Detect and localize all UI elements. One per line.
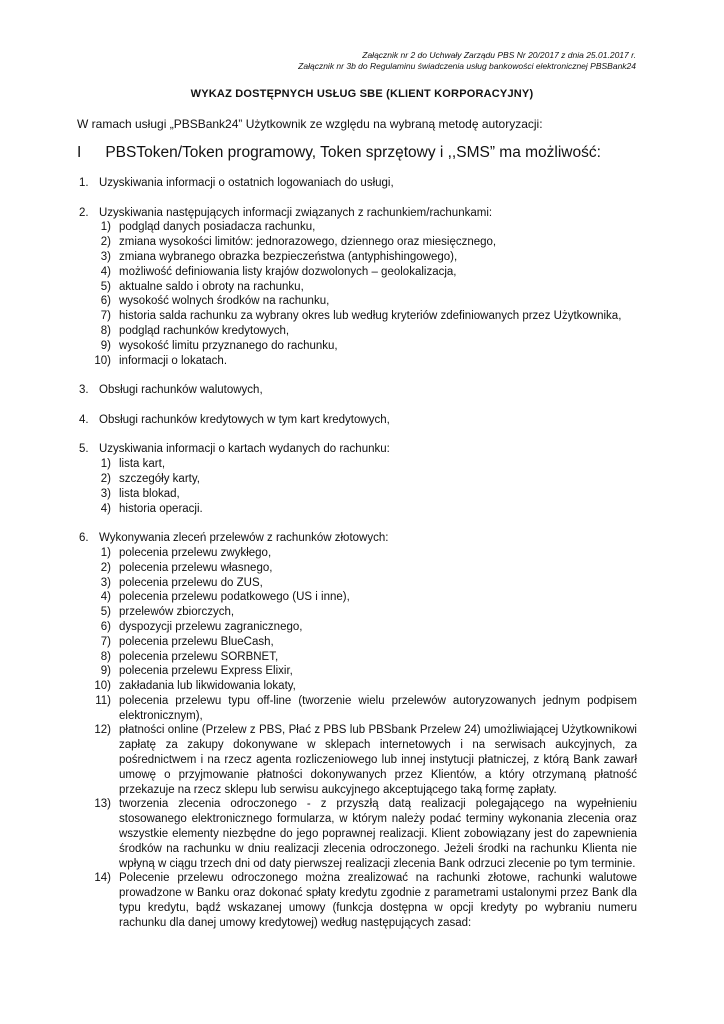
intro-paragraph: W ramach usługi „PBSBank24” Użytkownik ze względu na wybraną metodę autoryzacji:: [77, 117, 543, 131]
sub-list-item-text: podgląd danych posiadacza rachunku,: [119, 221, 316, 234]
sub-list-item: [77, 723, 637, 797]
sub-list-item: [77, 664, 637, 679]
sub-list-item-text: lista blokad,: [119, 487, 180, 500]
sub-list-item-number: 3): [100, 487, 111, 500]
sub-list-item-number: 8): [100, 324, 111, 337]
sub-list-item-number: 4): [100, 265, 111, 278]
sub-list-item: [77, 220, 637, 235]
sub-list-item-text: polecenia przelewu do ZUS,: [119, 576, 263, 589]
sub-list-item-text: polecenia przelewu podatkowego (US i inne),: [119, 591, 350, 604]
sub-list-item: [77, 472, 637, 487]
sub-list-item-text: szczegóły karty,: [119, 472, 200, 485]
annex-reference-line-2: Załącznik nr 3b do Regulaminu świadczenia usług bankowości elektronicznej PBSBank24: [298, 61, 636, 71]
sub-list-item-text: historia operacji.: [119, 502, 203, 515]
sub-list-item: [77, 679, 637, 694]
sub-list-item-text: polecenia przelewu BlueCash,: [119, 635, 274, 648]
sub-list-item-text: polecenia przelewu zwykłego,: [119, 546, 272, 559]
sub-list-item-text: polecenia przelewu własnego,: [119, 561, 273, 574]
sub-list-item: [77, 487, 637, 502]
sub-list-item-number: 11): [95, 694, 111, 707]
section-heading-text: PBSToken/Token programowy, Token sprzętowy i ,,SMS” ma możliwość:: [105, 144, 601, 161]
list-item-text: Wykonywania zleceń przelewów z rachunków złotowych:: [99, 532, 389, 545]
list-item-number: 4.: [79, 413, 89, 426]
list-item: [77, 206, 637, 369]
sub-list-item-text: dyspozycji przelewu zagranicznego,: [119, 620, 303, 633]
sub-list-item: [77, 354, 637, 369]
sub-list-item: [77, 265, 637, 280]
list-item: [77, 531, 637, 931]
sub-list-item-number: 4): [100, 502, 111, 515]
sub-list-item: [77, 280, 637, 295]
list-item: [77, 413, 637, 428]
section-roman-numeral: I: [77, 144, 82, 161]
sub-list-item-text: zmiana wybranego obrazka bezpieczeństwa (antyphishingowego),: [119, 250, 458, 263]
list-item-number: 5.: [79, 443, 89, 456]
sub-list-item-text: wysokość limitu przyznanego do rachunku,: [119, 339, 338, 352]
sub-list-item-number: 8): [100, 650, 111, 663]
sub-list-item-number: 12): [94, 724, 111, 737]
sub-list-item-number: 10): [94, 354, 111, 367]
list-spacer: [77, 516, 637, 531]
sub-list-item: [77, 324, 637, 339]
list-spacer: [77, 191, 637, 206]
sub-list-item: [77, 561, 637, 576]
sub-list-item-text: zmiana wysokości limitów: jednorazowego, dziennego oraz miesięcznego,: [119, 236, 497, 249]
sub-list-item-text: polecenia przelewu Express Elixir,: [119, 665, 293, 678]
sub-list-item: [77, 546, 637, 561]
sub-list-item-text: polecenia przelewu SORBNET,: [119, 650, 279, 663]
sub-list-item: [77, 502, 637, 517]
sub-list-item-number: 1): [100, 221, 111, 234]
list-item: [77, 383, 637, 398]
sub-list-item: [77, 590, 637, 605]
sub-list-item-number: 10): [94, 680, 111, 693]
list-spacer: [77, 428, 637, 443]
sub-list-item: [77, 309, 637, 324]
sub-list-item: [77, 650, 637, 665]
sub-list-item-number: 5): [100, 280, 111, 293]
sub-list-item: [77, 694, 637, 724]
sub-list-item-number: 6): [100, 295, 111, 308]
sub-list-item-text: przelewów zbiorczych,: [119, 606, 235, 619]
sub-list-item-text: lista kart,: [119, 458, 166, 471]
sub-list-item: [77, 457, 637, 472]
sub-list-item-number: 2): [100, 561, 111, 574]
sub-list-item-number: 1): [100, 458, 111, 471]
sub-list-item-text: możliwość definiowania listy krajów dozwolonych – geolokalizacja,: [119, 265, 457, 278]
sub-list-item-number: 9): [100, 665, 111, 678]
sub-list-item: [77, 871, 637, 930]
sub-list-item-number: 14): [94, 872, 111, 885]
sub-list-item-text: historia salda rachunku za wybrany okres lub według kryteriów zdefiniowanych przez Użytkownika,: [119, 310, 622, 323]
document-title: WYKAZ DOSTĘPNYCH USŁUG SBE (KLIENT KORPORACYJNY): [190, 88, 534, 100]
list-item: [77, 442, 637, 516]
sub-list-item-number: 13): [94, 798, 111, 811]
sub-list-item: [77, 235, 637, 250]
sub-list-item: [77, 294, 637, 309]
list-item-number: 6.: [79, 532, 89, 545]
sub-list-item-number: 4): [100, 591, 111, 604]
annex-reference-line-1: Załącznik nr 2 do Uchwały Zarządu PBS Nr 20/2017 z dnia 25.01.2017 r.: [362, 50, 636, 60]
sub-list-item-text: polecenia przelewu typu off-line (tworzenie wielu przelewów autoryzowanych jednym podpisem elektronicznym),: [119, 694, 637, 722]
sub-list-item: [77, 620, 637, 635]
sub-list-item-number: 2): [100, 472, 111, 485]
list-item-text: Uzyskiwania informacji o kartach wydanych do rachunku:: [99, 443, 390, 456]
sub-list-item-number: 6): [100, 620, 111, 633]
list-item-number: 1.: [79, 177, 89, 189]
sub-list-item-text: aktualne saldo i obroty na rachunku,: [119, 280, 304, 293]
sub-list-item-text: wysokość wolnych środków na rachunku,: [119, 295, 330, 308]
sub-list-item-number: 7): [100, 635, 111, 648]
sub-list-item-text: podgląd rachunków kredytowych,: [119, 324, 290, 337]
list-item-text: Uzyskiwania informacji o ostatnich logowaniach do usługi,: [99, 177, 394, 189]
sub-list-item-number: 3): [100, 576, 111, 589]
list-spacer: [77, 368, 637, 383]
sub-list-item-text: tworzenia zlecenia odroczonego - z przyszłą datą realizacji polegającego na wypełnieniu stosowanego elektronicznego formularza, w którym należy podać terminy wykonania zlecenia oraz wszystkie elementy niezbędne do jego poprawnej realizacji. Klient zobowiązany jest do zapewnienia środków na rachunku w dniu realizacji zlecenia odroczonego. Jeżeli środki na rachunku Klienta nie wpłyną w ciągu trzech dni od daty pierwszej realizacji zlecenia Bank odrzuci zlecenie po tym terminie.: [119, 798, 637, 870]
sub-list-item: [77, 339, 637, 354]
services-list: [77, 176, 637, 931]
sub-list-item: [77, 635, 637, 650]
sub-list-item-number: 3): [100, 250, 111, 263]
sub-list-item-number: 7): [100, 310, 111, 323]
list-item-number: 3.: [79, 384, 89, 397]
list-item-text: Uzyskiwania następujących informacji związanych z rachunkiem/rachunkami:: [99, 206, 493, 219]
list-item-text: Obsługi rachunków kredytowych w tym kart kredytowych,: [99, 413, 390, 426]
sub-list-item-text: płatności online (Przelew z PBS, Płać z PBS lub PBSbank Przelew 24) umożliwiającej Użytkownikowi zapłatę za zakupy dokonywane w sklepach internetowych i na serwisach aukcyjnych, za pośrednictwem i na rzecz agenta rozliczeniowego lub innej instytucji płatniczej, z którą Bank zawarł umowę o przyjmowanie płatności dokonywanych przez Klientów, a który otrzymaną płatność przekazuje na rzecz sklepu lub serwisu aukcyjnego akceptującego taką formę zapłaty.: [119, 724, 637, 796]
list-item-number: 2.: [79, 206, 89, 219]
sub-list-item-number: 9): [100, 339, 111, 352]
sub-list-item-number: 5): [100, 606, 111, 619]
sub-list-item-text: informacji o lokatach.: [119, 354, 228, 367]
sub-list-item-text: zakładania lub likwidowania lokaty,: [119, 680, 296, 693]
sub-list-item: [77, 797, 637, 871]
sub-list-item: [77, 576, 637, 591]
list-spacer: [77, 398, 637, 413]
list-item-text: Obsługi rachunków walutowych,: [99, 384, 263, 397]
sub-list-item: [77, 250, 637, 265]
sub-list-item-number: 1): [100, 546, 111, 559]
sub-list-item-number: 2): [100, 236, 111, 249]
sub-list-item-text: Polecenie przelewu odroczonego można zrealizować na rachunki złotowe, rachunki walutowe prowadzone w Banku oraz dokonać spłaty kredytu zgodnie z parametrami ustalonymi przez Bank dla typu kredytu, bądź wskazanej umowy (funkcja dostępna w opcji kredyty po wybraniu numeru rachunku dla danej umowy kredytowej) według następujących zasad:: [119, 872, 637, 929]
list-item: [77, 176, 637, 191]
sub-list-item: [77, 605, 637, 620]
section-heading: [77, 144, 601, 162]
